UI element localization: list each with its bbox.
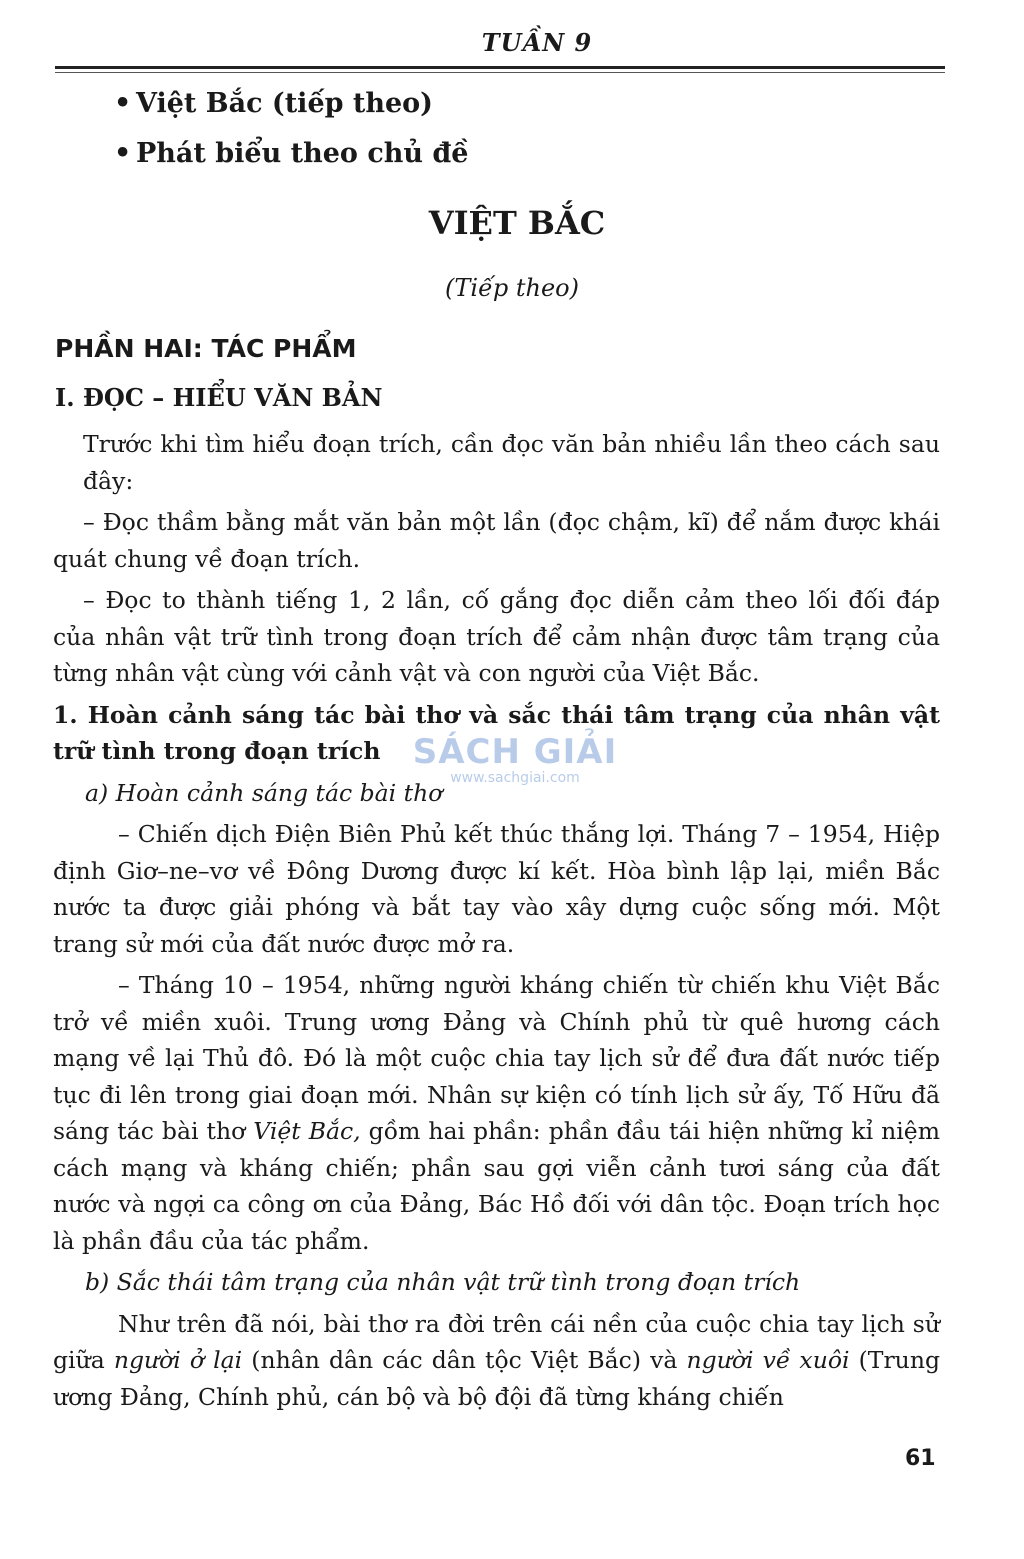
week-header: TUẦN 9 [481, 28, 593, 57]
section-heading: I. ĐỌC – HIỂU VĂN BẢN [55, 383, 383, 412]
paragraph-b1-text: (nhân dân các dân tộc Việt Bắc) và [242, 1346, 687, 1374]
header-rule-thin [55, 72, 945, 73]
poem-name-italic: Việt Bắc, [253, 1117, 361, 1145]
body-text [53, 426, 940, 1420]
paragraph-b1 [53, 1306, 940, 1416]
paragraph-a2-text: gồm hai phần: phần đầu tái hiện những kỉ niệm cách mạng và kháng chiến; phần sau gợi viễn cảnh tươi sáng của đất nước và ngợi ca công ơn của Đảng, Bác Hồ đối với dân tộc. Đoạn trích học là phần đầu của tác phẩm. [53, 1117, 940, 1255]
page-number: 61 [905, 1446, 936, 1471]
intro-paragraph: Trước khi tìm hiểu đoạn trích, cần đọc văn bản nhiều lần theo cách sau đây: [83, 430, 940, 495]
paragraph-a1: – Chiến dịch Điện Biên Phủ kết thúc thắng lợi. Tháng 7 – 1954, Hiệp định Giơ–ne–vơ về Đông Dương được kí kết. Hòa bình lập lại, miền Bắc nước ta được giải phóng và bắt tay vào xây dựng cuộc sống mới. Một trang sử mới của đất nước được mở ra. [53, 820, 940, 958]
paragraph-b1-text: Như trên đã nói, bài thơ ra đời trên cái nền của cuộc chia tay lịch sử giữa [53, 1309, 940, 1374]
step-1-paragraph: – Đọc thầm bằng mắt văn bản một lần (đọc chậm, kĩ) để nắm được khái quát chung về đoạn trích. [53, 508, 940, 573]
poem-title: VIỆT BẮC [428, 204, 606, 242]
italic-term: người về xuôi [686, 1346, 850, 1374]
bullet-item [114, 88, 433, 119]
subheading-a: a) Hoàn cảnh sáng tác bài thơ [85, 778, 443, 807]
step-2-paragraph: – Đọc to thành tiếng 1, 2 lần, cố gắng đọc diễn cảm theo lối đối đáp của nhân vật trữ tình trong đoạn trích để cảm nhận được tâm trạng của từng nhân vật cùng với cảnh vật và con người của Việt Bắc. [53, 586, 940, 687]
paragraph-a2-text: – Tháng 10 – 1954, những người kháng chiến từ chiến khu Việt Bắc trở về miền xuôi. Trung ương Đảng và Chính phủ từ quê hương cách mạng về lại Thủ đô. Đó là một cuộc chia tay lịch sử để đưa đất nước tiếp tục đi lên trong giai đoạn mới. Nhân sự kiện có tính lịch sử ấy, Tố Hữu đã sáng tác bài thơ [53, 971, 940, 1145]
watermark-url: www.sachgiai.com [450, 770, 580, 786]
italic-term: người ở lại [113, 1346, 243, 1374]
poem-subtitle: (Tiếp theo) [445, 274, 579, 302]
watermark-text: SÁCH GIẢI [412, 732, 618, 772]
subheading-b: b) Sắc thái tâm trạng của nhân vật trữ tình trong đoạn trích [85, 1268, 801, 1296]
part-heading: PHẦN HAI: TÁC PHẨM [55, 334, 357, 363]
paragraph-b1-text: (Trung ương Đảng, Chính phủ, cán bộ và bộ đội đã từng kháng chiến [53, 1346, 940, 1411]
bullet-dot-icon: • [114, 138, 132, 169]
paragraph-a2 [53, 967, 940, 1259]
header-rule-thick [55, 66, 945, 69]
question-1-heading: 1. Hoàn cảnh sáng tác bài thơ và sắc thái tâm trạng của nhân vật trữ tình trong đoạn trích [53, 700, 940, 765]
bullet-text: Phát biểu theo chủ đề [136, 138, 469, 169]
bullet-text: Việt Bắc (tiếp theo) [136, 88, 433, 119]
bullet-dot-icon: • [114, 88, 132, 119]
bullet-item [114, 138, 469, 169]
